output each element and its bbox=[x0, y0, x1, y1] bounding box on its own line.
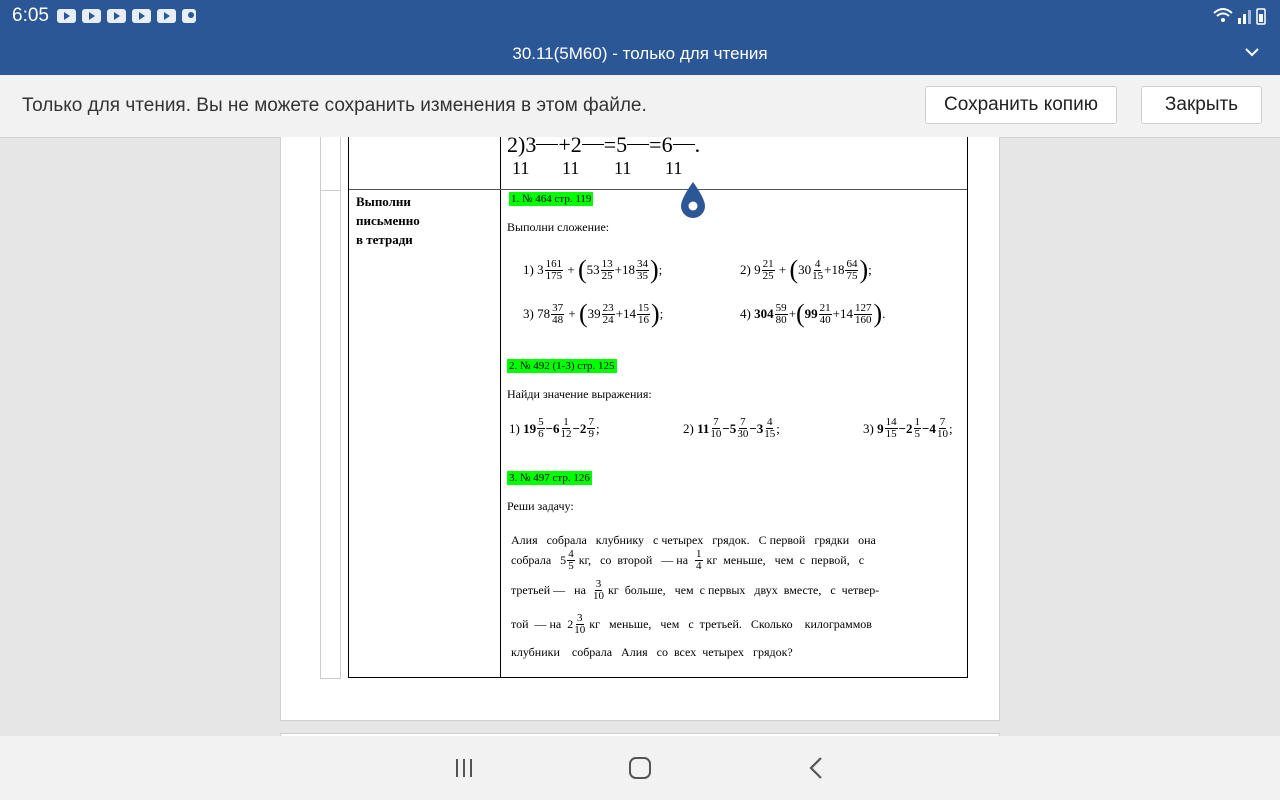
app-notification-icon bbox=[182, 9, 196, 23]
problem-line-2: собрала 5 $\frac{4}{5}$ кг, со второй — на $\frac{1}{4}$ кг меньше, чем с первой, с bbox=[511, 548, 865, 572]
previous-example-fragment: 2)3 +2 =5 =6 . 11 11 11 11 bbox=[507, 137, 700, 158]
task2-title: 2. № 492 (1-3) стр. 125 bbox=[509, 360, 615, 372]
task1-title: 1. № 464 стр. 119 bbox=[511, 193, 592, 205]
drop-marker-icon[interactable] bbox=[679, 180, 707, 220]
readonly-message: Только для чтения. Вы не можете сохранить изменения в этом файле. bbox=[22, 95, 647, 116]
table-margin-column bbox=[320, 137, 341, 679]
back-icon[interactable] bbox=[802, 755, 832, 781]
task3-intro: Реши задачу: bbox=[507, 499, 574, 513]
task1-intro: Выполни сложение: bbox=[507, 220, 610, 234]
problem-line-5: клубники собрала Алия со всех четырех грядок? bbox=[511, 645, 793, 659]
table-column-divider bbox=[500, 137, 501, 677]
task2-example-1: 1) 19 $\frac{5}{6}$ −6 $\frac{1}{12}$ −2 $\frac{7}{9}$ ; bbox=[509, 416, 600, 440]
document-page[interactable] bbox=[280, 137, 1000, 721]
status-bar bbox=[0, 0, 1280, 32]
youtube-notification-icon bbox=[107, 9, 126, 23]
lesson-table bbox=[348, 137, 968, 678]
problem-line-4: той — на 2 $\frac{3}{10}$ кг меньше, чем с третьей. Сколько килограммов bbox=[511, 612, 872, 636]
task1-example-3: 3) 78 $\frac{37}{48}$ + ( 39 $\frac{23}{24}$ +14 $\frac{15}{16}$ ) ; bbox=[523, 299, 664, 328]
recent-apps-icon[interactable] bbox=[449, 755, 479, 781]
youtube-notification-icon bbox=[132, 9, 151, 23]
task1-example-4: 4) 304 $\frac{59}{80}$ + ( 99 $\frac{21}{40}$ +14 $\frac{127}{160}$ ) . bbox=[740, 299, 886, 328]
save-copy-button[interactable]: Сохранить копию bbox=[925, 86, 1117, 124]
task1-example-1: 1) 3 $\frac{161}{175}$ + ( 53 $\frac{13}{25}$ +18 $\frac{34}{35}$ ) ; bbox=[523, 255, 663, 284]
tasks-cell bbox=[507, 189, 962, 677]
task3-title: 3. № 497 стр. 126 bbox=[509, 472, 590, 484]
problem-line-3: третьей — на $\frac{3}{10}$ кг больше, чем с первых двух вместе, с четвер- bbox=[511, 578, 880, 602]
system-navigation-bar bbox=[0, 736, 1280, 800]
task2-intro: Найди значение выражения: bbox=[507, 387, 652, 401]
document-title: 30.11(5M60) - только для чтения bbox=[512, 44, 768, 63]
close-button[interactable]: Закрыть bbox=[1141, 86, 1262, 124]
status-time: 6:05 bbox=[12, 5, 49, 26]
wifi-signal-battery-icons bbox=[1212, 6, 1268, 26]
chevron-down-icon[interactable] bbox=[1244, 44, 1260, 60]
table-margin-divider bbox=[320, 190, 340, 191]
readonly-message-bar bbox=[0, 75, 1280, 138]
task1-example-2: 2) 9 $\frac{21}{25}$ + ( 30 $\frac{4}{15}$ +18 $\frac{64}{75}$ ) ; bbox=[740, 255, 872, 284]
task2-example-2: 2) 11 $\frac{7}{10}$ −5 $\frac{7}{30}$ −3 $\frac{4}{15}$ ; bbox=[683, 416, 780, 440]
youtube-notification-icon bbox=[82, 9, 101, 23]
youtube-notification-icon bbox=[57, 9, 76, 23]
home-icon[interactable] bbox=[625, 755, 655, 781]
row-label: Выполни письменно в тетради bbox=[356, 194, 420, 247]
task2-example-3: 3) 9 $\frac{14}{15}$ −2 $\frac{1}{5}$ −4 $\frac{7}{10}$ ; bbox=[863, 416, 953, 440]
problem-line-1: Алия собрала клубнику с четырех грядок. С первой грядки она bbox=[511, 533, 876, 547]
document-title-bar bbox=[0, 32, 1280, 75]
youtube-notification-icon bbox=[157, 9, 176, 23]
